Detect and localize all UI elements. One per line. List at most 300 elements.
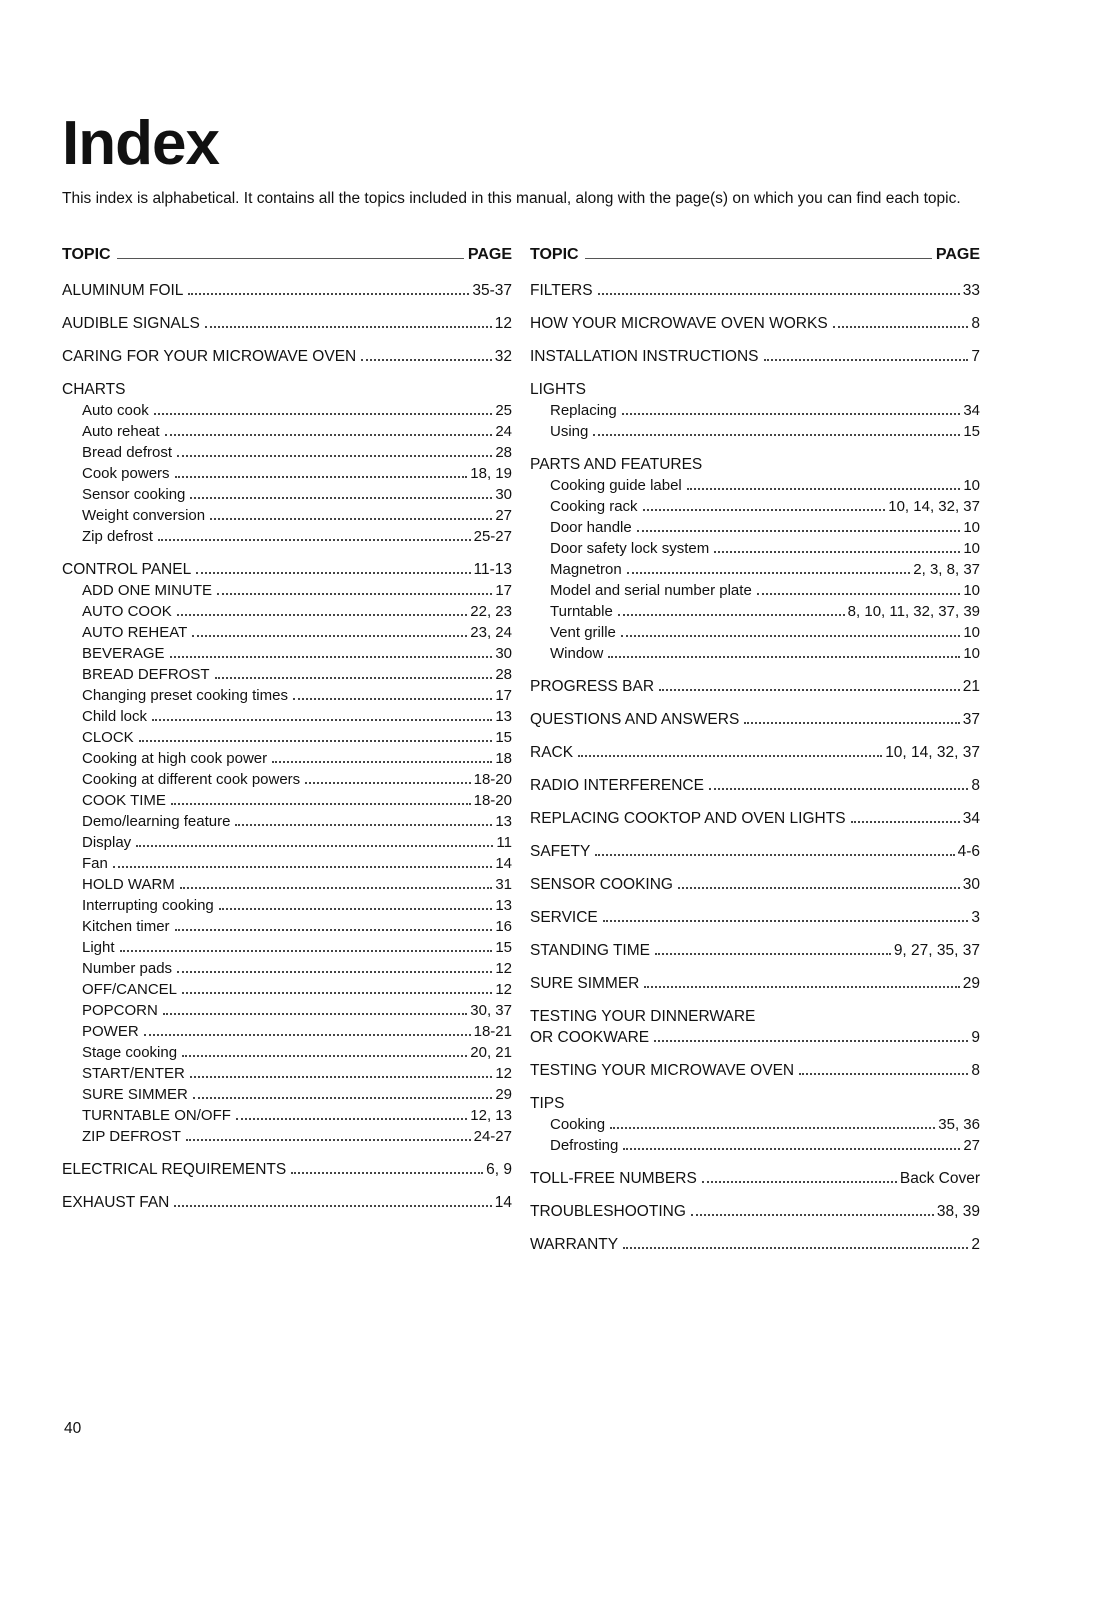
entry-pages: 13 [495, 813, 512, 830]
dot-leader [193, 1097, 492, 1099]
dot-leader [851, 821, 960, 823]
entry-pages: 25 [495, 402, 512, 419]
index-subentry [62, 1086, 512, 1107]
entry-label: AUTO COOK [82, 603, 172, 620]
entry-label: Bread defrost [82, 444, 173, 461]
dot-leader [603, 920, 969, 922]
index-entry [62, 561, 512, 582]
entry-pages: 13 [495, 708, 512, 725]
entry-label: SURE SIMMER [530, 975, 640, 992]
entry-label: CLOCK [82, 729, 134, 746]
index-heading-label: CHARTS [62, 381, 126, 398]
dot-leader [627, 572, 911, 574]
entry-label: Auto cook [82, 402, 149, 419]
dot-leader [618, 614, 845, 616]
index-subentry [62, 897, 512, 918]
entry-label: STANDING TIME [530, 942, 650, 959]
topic-header: TOPIC [62, 246, 111, 263]
dot-leader [192, 635, 467, 637]
entry-pages: 10, 14, 32, 37 [888, 498, 980, 515]
entry-label: BREAD DEFROST [82, 666, 210, 683]
index-subentry [530, 1116, 980, 1137]
entry-pages: 20, 21 [470, 1044, 512, 1061]
index-subentry [62, 1023, 512, 1044]
index-subentry [62, 582, 512, 603]
index-subentry [62, 708, 512, 729]
entry-label: SERVICE [530, 909, 598, 926]
entry-pages: 11-13 [473, 561, 512, 578]
index-subentry [62, 603, 512, 624]
entry-label: AUTO REHEAT [82, 624, 188, 641]
dot-leader [744, 722, 959, 724]
index-subentry [530, 624, 980, 645]
entry-pages: 37 [962, 711, 980, 728]
entry-label: Door safety lock system [550, 540, 710, 557]
entry-label: Cook powers [82, 465, 170, 482]
entry-label: BEVERAGE [82, 645, 165, 662]
index-subentry [62, 1065, 512, 1086]
entry-label: Weight conversion [82, 507, 206, 524]
dot-leader [654, 1040, 968, 1042]
index-entry [530, 1029, 980, 1050]
page-header: PAGE [467, 246, 512, 263]
entry-label: POWER [82, 1023, 139, 1040]
entry-pages: 12 [495, 960, 512, 977]
entry-label: Vent grille [550, 624, 616, 641]
index-subentry [62, 645, 512, 666]
index-subentry [530, 519, 980, 540]
dot-leader [623, 1247, 968, 1249]
entry-pages: 8, 10, 11, 32, 37, 39 [847, 603, 980, 620]
entry-label: CARING FOR YOUR MICROWAVE OVEN [62, 348, 357, 365]
entry-label: Demo/learning feature [82, 813, 231, 830]
page-number: 40 [64, 1420, 82, 1437]
dot-leader [219, 908, 493, 910]
index-subentry [530, 477, 980, 498]
column-header-right [530, 246, 980, 270]
entry-pages: 10 [963, 645, 980, 662]
entry-pages: 15 [495, 729, 512, 746]
entry-pages: 15 [963, 423, 980, 440]
dot-leader [610, 1127, 935, 1129]
dot-leader [691, 1214, 934, 1216]
entry-pages: Back Cover [899, 1170, 980, 1187]
entry-pages: 12 [494, 315, 512, 332]
entry-label: ALUMINUM FOIL [62, 282, 184, 299]
entry-pages: 2, 3, 8, 37 [913, 561, 980, 578]
index-subentry [530, 540, 980, 561]
entry-pages: 12, 13 [470, 1107, 512, 1124]
entry-label: Cooking [550, 1116, 606, 1133]
entry-pages: 8 [971, 315, 980, 332]
entry-label: Using [550, 423, 589, 440]
entry-label: INSTALLATION INSTRUCTIONS [530, 348, 759, 365]
index-entry [530, 942, 980, 963]
entry-label: Turntable [550, 603, 613, 620]
entry-pages: 10 [963, 582, 980, 599]
dot-leader [608, 656, 960, 658]
entry-pages: 10, 14, 32, 37 [885, 744, 980, 761]
entry-pages: 30 [495, 486, 512, 503]
entry-pages: 28 [495, 444, 512, 461]
entry-pages: 27 [495, 507, 512, 524]
entry-pages: 24 [495, 423, 512, 440]
index-subentry [62, 771, 512, 792]
entry-label: RACK [530, 744, 574, 761]
entry-label: RADIO INTERFERENCE [530, 777, 704, 794]
dot-leader [623, 1148, 960, 1150]
entry-pages: 17 [495, 687, 512, 704]
entry-label: Interrupting cooking [82, 897, 214, 914]
dot-leader [180, 887, 493, 889]
index-heading-label: TIPS [530, 1095, 565, 1112]
entry-label: HOLD WARM [82, 876, 175, 893]
dot-leader [177, 455, 492, 457]
index-subentry [62, 1128, 512, 1149]
index-entry [62, 348, 512, 369]
entry-label: Cooking at high cook power [82, 750, 268, 767]
page-header: PAGE [935, 246, 980, 263]
topic-header: TOPIC [530, 246, 579, 263]
entry-pages: 29 [962, 975, 980, 992]
dot-leader [210, 518, 492, 520]
index-subentry [530, 582, 980, 603]
index-subentry [62, 855, 512, 876]
entry-pages: 30 [495, 645, 512, 662]
entry-label: FILTERS [530, 282, 593, 299]
dot-leader [177, 971, 492, 973]
entry-label: COOK TIME [82, 792, 166, 809]
entry-label: Auto reheat [82, 423, 160, 440]
entry-pages: 30, 37 [470, 1002, 512, 1019]
entry-label: WARRANTY [530, 1236, 619, 1253]
entry-pages: 9, 27, 35, 37 [893, 942, 980, 959]
entry-label: Cooking at different cook powers [82, 771, 301, 788]
entry-label: TROUBLESHOOTING [530, 1203, 686, 1220]
index-subentry [62, 1044, 512, 1065]
dot-leader [136, 845, 493, 847]
entry-label: Zip defrost [82, 528, 153, 545]
entry-pages: 13 [495, 897, 512, 914]
index-entry [530, 1236, 980, 1257]
dot-leader [182, 1055, 467, 1057]
index-entry [530, 1062, 980, 1083]
entry-pages: 33 [962, 282, 980, 299]
dot-leader [757, 593, 961, 595]
dot-leader [764, 359, 969, 361]
entry-pages: 30 [962, 876, 980, 893]
entry-label: TURNTABLE ON/OFF [82, 1107, 231, 1124]
index-entry [530, 1170, 980, 1191]
dot-leader [177, 614, 468, 616]
entry-label: EXHAUST FAN [62, 1194, 170, 1211]
entry-label: TOLL-FREE NUMBERS [530, 1170, 697, 1187]
entry-pages: 14 [495, 855, 512, 872]
index-entry [62, 282, 512, 303]
dot-leader [361, 359, 492, 361]
dot-leader [621, 635, 960, 637]
index-subentry [62, 729, 512, 750]
entry-pages: 18, 19 [470, 465, 512, 482]
index-subentry [530, 1137, 980, 1158]
index-subentry [62, 1107, 512, 1128]
dot-leader [217, 593, 492, 595]
index-entry [62, 1194, 512, 1215]
index-subentry [62, 981, 512, 1002]
index-entry [530, 843, 980, 864]
index-subentry [530, 498, 980, 519]
entry-pages: 27 [963, 1137, 980, 1154]
index-entry [530, 744, 980, 765]
dot-leader [158, 539, 471, 541]
entry-label: Stage cooking [82, 1044, 178, 1061]
entry-label: Magnetron [550, 561, 622, 578]
entry-label: Window [550, 645, 604, 662]
entry-pages: 8 [971, 1062, 980, 1079]
entry-label: AUDIBLE SIGNALS [62, 315, 200, 332]
entry-pages: 18-20 [473, 792, 512, 809]
header-rule [117, 258, 464, 259]
dot-leader [152, 719, 492, 721]
entry-label: ELECTRICAL REQUIREMENTS [62, 1161, 287, 1178]
dot-leader [655, 953, 891, 955]
dot-leader [182, 992, 492, 994]
index-entry [530, 909, 980, 930]
entry-pages: 18-21 [473, 1023, 512, 1040]
dot-leader [236, 1118, 467, 1120]
entry-pages: 35, 36 [938, 1116, 980, 1133]
dot-leader [196, 572, 470, 574]
entry-label: OR COOKWARE [530, 1029, 650, 1046]
dot-leader [687, 488, 961, 490]
dot-leader [215, 677, 493, 679]
entry-label: ADD ONE MINUTE [82, 582, 213, 599]
entry-pages: 28 [495, 666, 512, 683]
entry-pages: 32 [494, 348, 512, 365]
index-subentry [530, 645, 980, 666]
index-subentry [62, 402, 512, 423]
index-subentry [62, 813, 512, 834]
entry-pages: 8 [971, 777, 980, 794]
index-subentry [62, 687, 512, 708]
index-heading [530, 1008, 980, 1029]
entry-pages: 21 [962, 678, 980, 695]
entry-label: SURE SIMMER [82, 1086, 188, 1103]
entry-pages: 2 [971, 1236, 980, 1253]
entry-pages: 12 [495, 1065, 512, 1082]
entry-pages: 17 [495, 582, 512, 599]
dot-leader [205, 326, 492, 328]
entry-label: Cooking rack [550, 498, 638, 515]
index-heading-label: LIGHTS [530, 381, 586, 398]
entry-pages: 4-6 [957, 843, 980, 860]
index-subentry [62, 444, 512, 465]
dot-leader [578, 755, 882, 757]
entry-pages: 12 [495, 981, 512, 998]
entry-pages: 34 [963, 402, 980, 419]
entry-label: SENSOR COOKING [530, 876, 673, 893]
dot-leader [291, 1172, 483, 1174]
index-subentry [62, 507, 512, 528]
entry-pages: 10 [963, 624, 980, 641]
index-subentry [530, 402, 980, 423]
entry-label: ZIP DEFROST [82, 1128, 181, 1145]
dot-leader [235, 824, 492, 826]
index-heading-label: PARTS AND FEATURES [530, 456, 703, 473]
index-subentry [530, 561, 980, 582]
entry-pages: 24-27 [473, 1128, 512, 1145]
index-subentry [62, 423, 512, 444]
entry-pages: 22, 23 [470, 603, 512, 620]
index-subentry [530, 423, 980, 444]
entry-label: SAFETY [530, 843, 591, 860]
index-heading [530, 456, 980, 477]
index-column-left [62, 246, 512, 1215]
index-subentry [62, 918, 512, 939]
dot-leader [170, 656, 493, 658]
entry-pages: 23, 24 [470, 624, 512, 641]
dot-leader [186, 1139, 471, 1141]
entry-pages: 29 [495, 1086, 512, 1103]
index-entry [530, 678, 980, 699]
dot-leader [598, 293, 960, 295]
entry-label: Model and serial number plate [550, 582, 752, 599]
dot-leader [714, 551, 960, 553]
entry-label: Defrosting [550, 1137, 619, 1154]
entry-label: Cooking guide label [550, 477, 682, 494]
dot-leader [643, 509, 886, 511]
entry-pages: 25-27 [473, 528, 512, 545]
entry-label: CONTROL PANEL [62, 561, 192, 578]
dot-leader [174, 1205, 491, 1207]
entry-pages: 16 [495, 918, 512, 935]
entry-pages: 3 [971, 909, 980, 926]
entry-pages: 18 [495, 750, 512, 767]
dot-leader [833, 326, 969, 328]
column-header-left [62, 246, 512, 270]
dot-leader [593, 434, 960, 436]
index-subentry [62, 624, 512, 645]
index-entry [62, 315, 512, 336]
dot-leader [154, 413, 493, 415]
index-list-left [62, 282, 512, 1215]
index-entry [530, 876, 980, 897]
intro-text: This index is alphabetical. It contains all the topics included in this manual, along with the page(s) on which you can find each topic. [62, 190, 961, 207]
entry-label: Door handle [550, 519, 632, 536]
dot-leader [120, 950, 493, 952]
entry-label: Sensor cooking [82, 486, 186, 503]
dot-leader [678, 887, 960, 889]
dot-leader [171, 803, 471, 805]
entry-pages: 7 [971, 348, 980, 365]
index-subentry [62, 465, 512, 486]
page-title: Index [62, 109, 219, 178]
index-entry [530, 282, 980, 303]
dot-leader [113, 866, 492, 868]
dot-leader [595, 854, 954, 856]
index-subentry [62, 939, 512, 960]
index-heading [62, 381, 512, 402]
index-subentry [62, 792, 512, 813]
entry-label: START/ENTER [82, 1065, 185, 1082]
dot-leader [190, 497, 492, 499]
dot-leader [272, 761, 492, 763]
entry-label: QUESTIONS AND ANSWERS [530, 711, 740, 728]
entry-pages: 38, 39 [936, 1203, 980, 1220]
entry-pages: 15 [495, 939, 512, 956]
entry-pages: 14 [494, 1194, 512, 1211]
index-heading-label: TESTING YOUR DINNERWARE [530, 1008, 756, 1025]
index-subentry [62, 960, 512, 981]
index-subentry [62, 876, 512, 897]
index-heading [530, 381, 980, 402]
entry-label: Changing preset cooking times [82, 687, 288, 704]
dot-leader [175, 929, 493, 931]
entry-label: Display [82, 834, 132, 851]
dot-leader [139, 740, 493, 742]
dot-leader [305, 782, 470, 784]
entry-label: Fan [82, 855, 108, 872]
index-heading [530, 1095, 980, 1116]
entry-label: Kitchen timer [82, 918, 170, 935]
index-column-right [530, 246, 980, 1257]
entry-pages: 34 [962, 810, 980, 827]
entry-label: Number pads [82, 960, 173, 977]
index-subentry [530, 603, 980, 624]
index-subentry [62, 486, 512, 507]
entry-pages: 10 [963, 519, 980, 536]
index-subentry [62, 528, 512, 549]
index-entry [530, 348, 980, 369]
index-list-right [530, 282, 980, 1257]
dot-leader [144, 1034, 471, 1036]
dot-leader [637, 530, 961, 532]
dot-leader [293, 698, 492, 700]
entry-label: HOW YOUR MICROWAVE OVEN WORKS [530, 315, 828, 332]
index-entry [530, 810, 980, 831]
entry-label: Child lock [82, 708, 148, 725]
index-entry [62, 1161, 512, 1182]
index-subentry [62, 750, 512, 771]
dot-leader [709, 788, 968, 790]
entry-pages: 10 [963, 477, 980, 494]
index-entry [530, 315, 980, 336]
entry-pages: 31 [495, 876, 512, 893]
dot-leader [659, 689, 960, 691]
entry-label: TESTING YOUR MICROWAVE OVEN [530, 1062, 795, 1079]
index-subentry [62, 1002, 512, 1023]
entry-label: Replacing [550, 402, 617, 419]
dot-leader [702, 1181, 897, 1183]
entry-pages: 11 [496, 834, 512, 851]
index-entry [530, 1203, 980, 1224]
dot-leader [644, 986, 959, 988]
dot-leader [175, 476, 468, 478]
index-entry [530, 975, 980, 996]
dot-leader [188, 293, 469, 295]
dot-leader [622, 413, 961, 415]
entry-pages: 9 [971, 1029, 980, 1046]
entry-label: Light [82, 939, 115, 956]
entry-pages: 35-37 [472, 282, 512, 299]
entry-label: REPLACING COOKTOP AND OVEN LIGHTS [530, 810, 846, 827]
index-subentry [62, 666, 512, 687]
header-rule [585, 258, 932, 259]
index-subentry [62, 834, 512, 855]
dot-leader [163, 1013, 467, 1015]
dot-leader [190, 1076, 493, 1078]
entry-label: PROGRESS BAR [530, 678, 655, 695]
